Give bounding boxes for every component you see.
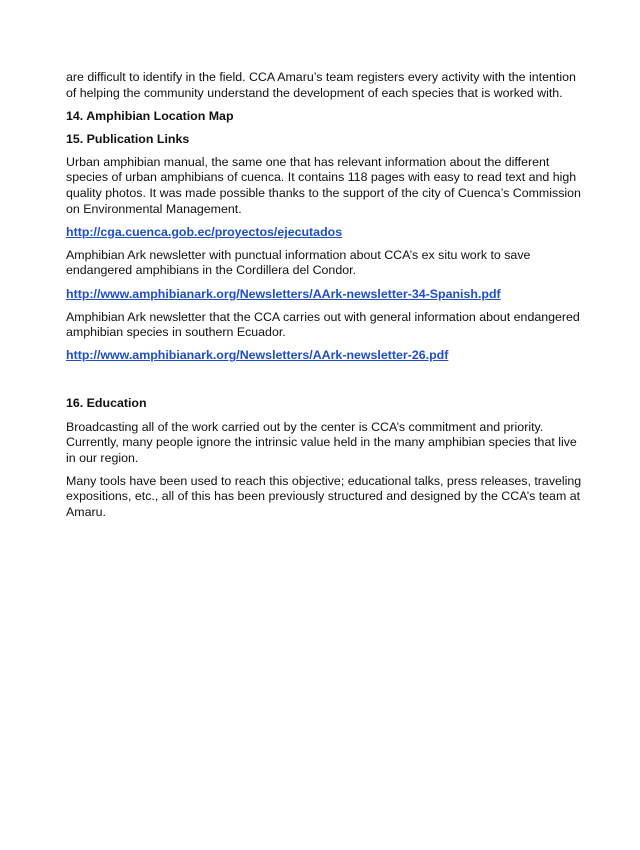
publication-description-urban-manual: Urban amphibian manual, the same one that has relevant information about the different species of urban amphibians of cuenca. It contains 118 pages with easy to read text and high quality photos. It was made possible thanks to the support of the city of Cuenca’s Commission on Environmental Management. — [66, 154, 581, 216]
education-paragraph-1: Broadcasting all of the work carried out by the center is CCA’s commitment and priority. Currently, many people ignore the intrinsic value held in the many amphibian species that live in our region. — [66, 419, 577, 465]
link-aark-newsletter-34[interactable]: http://www.amphibianark.org/Newsletters/AArk-newsletter-34-Spanish.pdf — [66, 286, 501, 301]
section-spacer — [66, 371, 586, 396]
publication-description-aark-34: Amphibian Ark newsletter with punctual information about CCA’s ex situ work to save endangered amphibians in the Cordillera del Condor. — [66, 247, 531, 278]
link-aark-newsletter-26[interactable]: http://www.amphibianark.org/Newsletters/AArk-newsletter-26.pdf — [66, 348, 449, 363]
link-cga-cuenca-projects[interactable]: http://cga.cuenca.gob.ec/proyectos/ejecutados — [66, 224, 343, 239]
heading-amphibian-location-map: 14. Amphibian Location Map — [66, 108, 234, 123]
document-page — [66, 70, 586, 528]
heading-publication-links: 15. Publication Links — [66, 131, 190, 146]
education-paragraph-2: Many tools have been used to reach this objective; educational talks, press releases, traveling expositions, etc., all of this has been previously structured and designed by the CCA’s team at Amaru. — [66, 473, 582, 519]
intro-paragraph: are difficult to identify in the field. CCA Amaru’s team registers every activity with the intention of helping the community understand the development of each species that is worked with. — [66, 70, 576, 100]
heading-education: 16. Education — [66, 396, 147, 411]
publication-description-aark-26: Amphibian Ark newsletter that the CCA carries out with general information about endangered amphibian species in southern Ecuador. — [66, 309, 580, 340]
